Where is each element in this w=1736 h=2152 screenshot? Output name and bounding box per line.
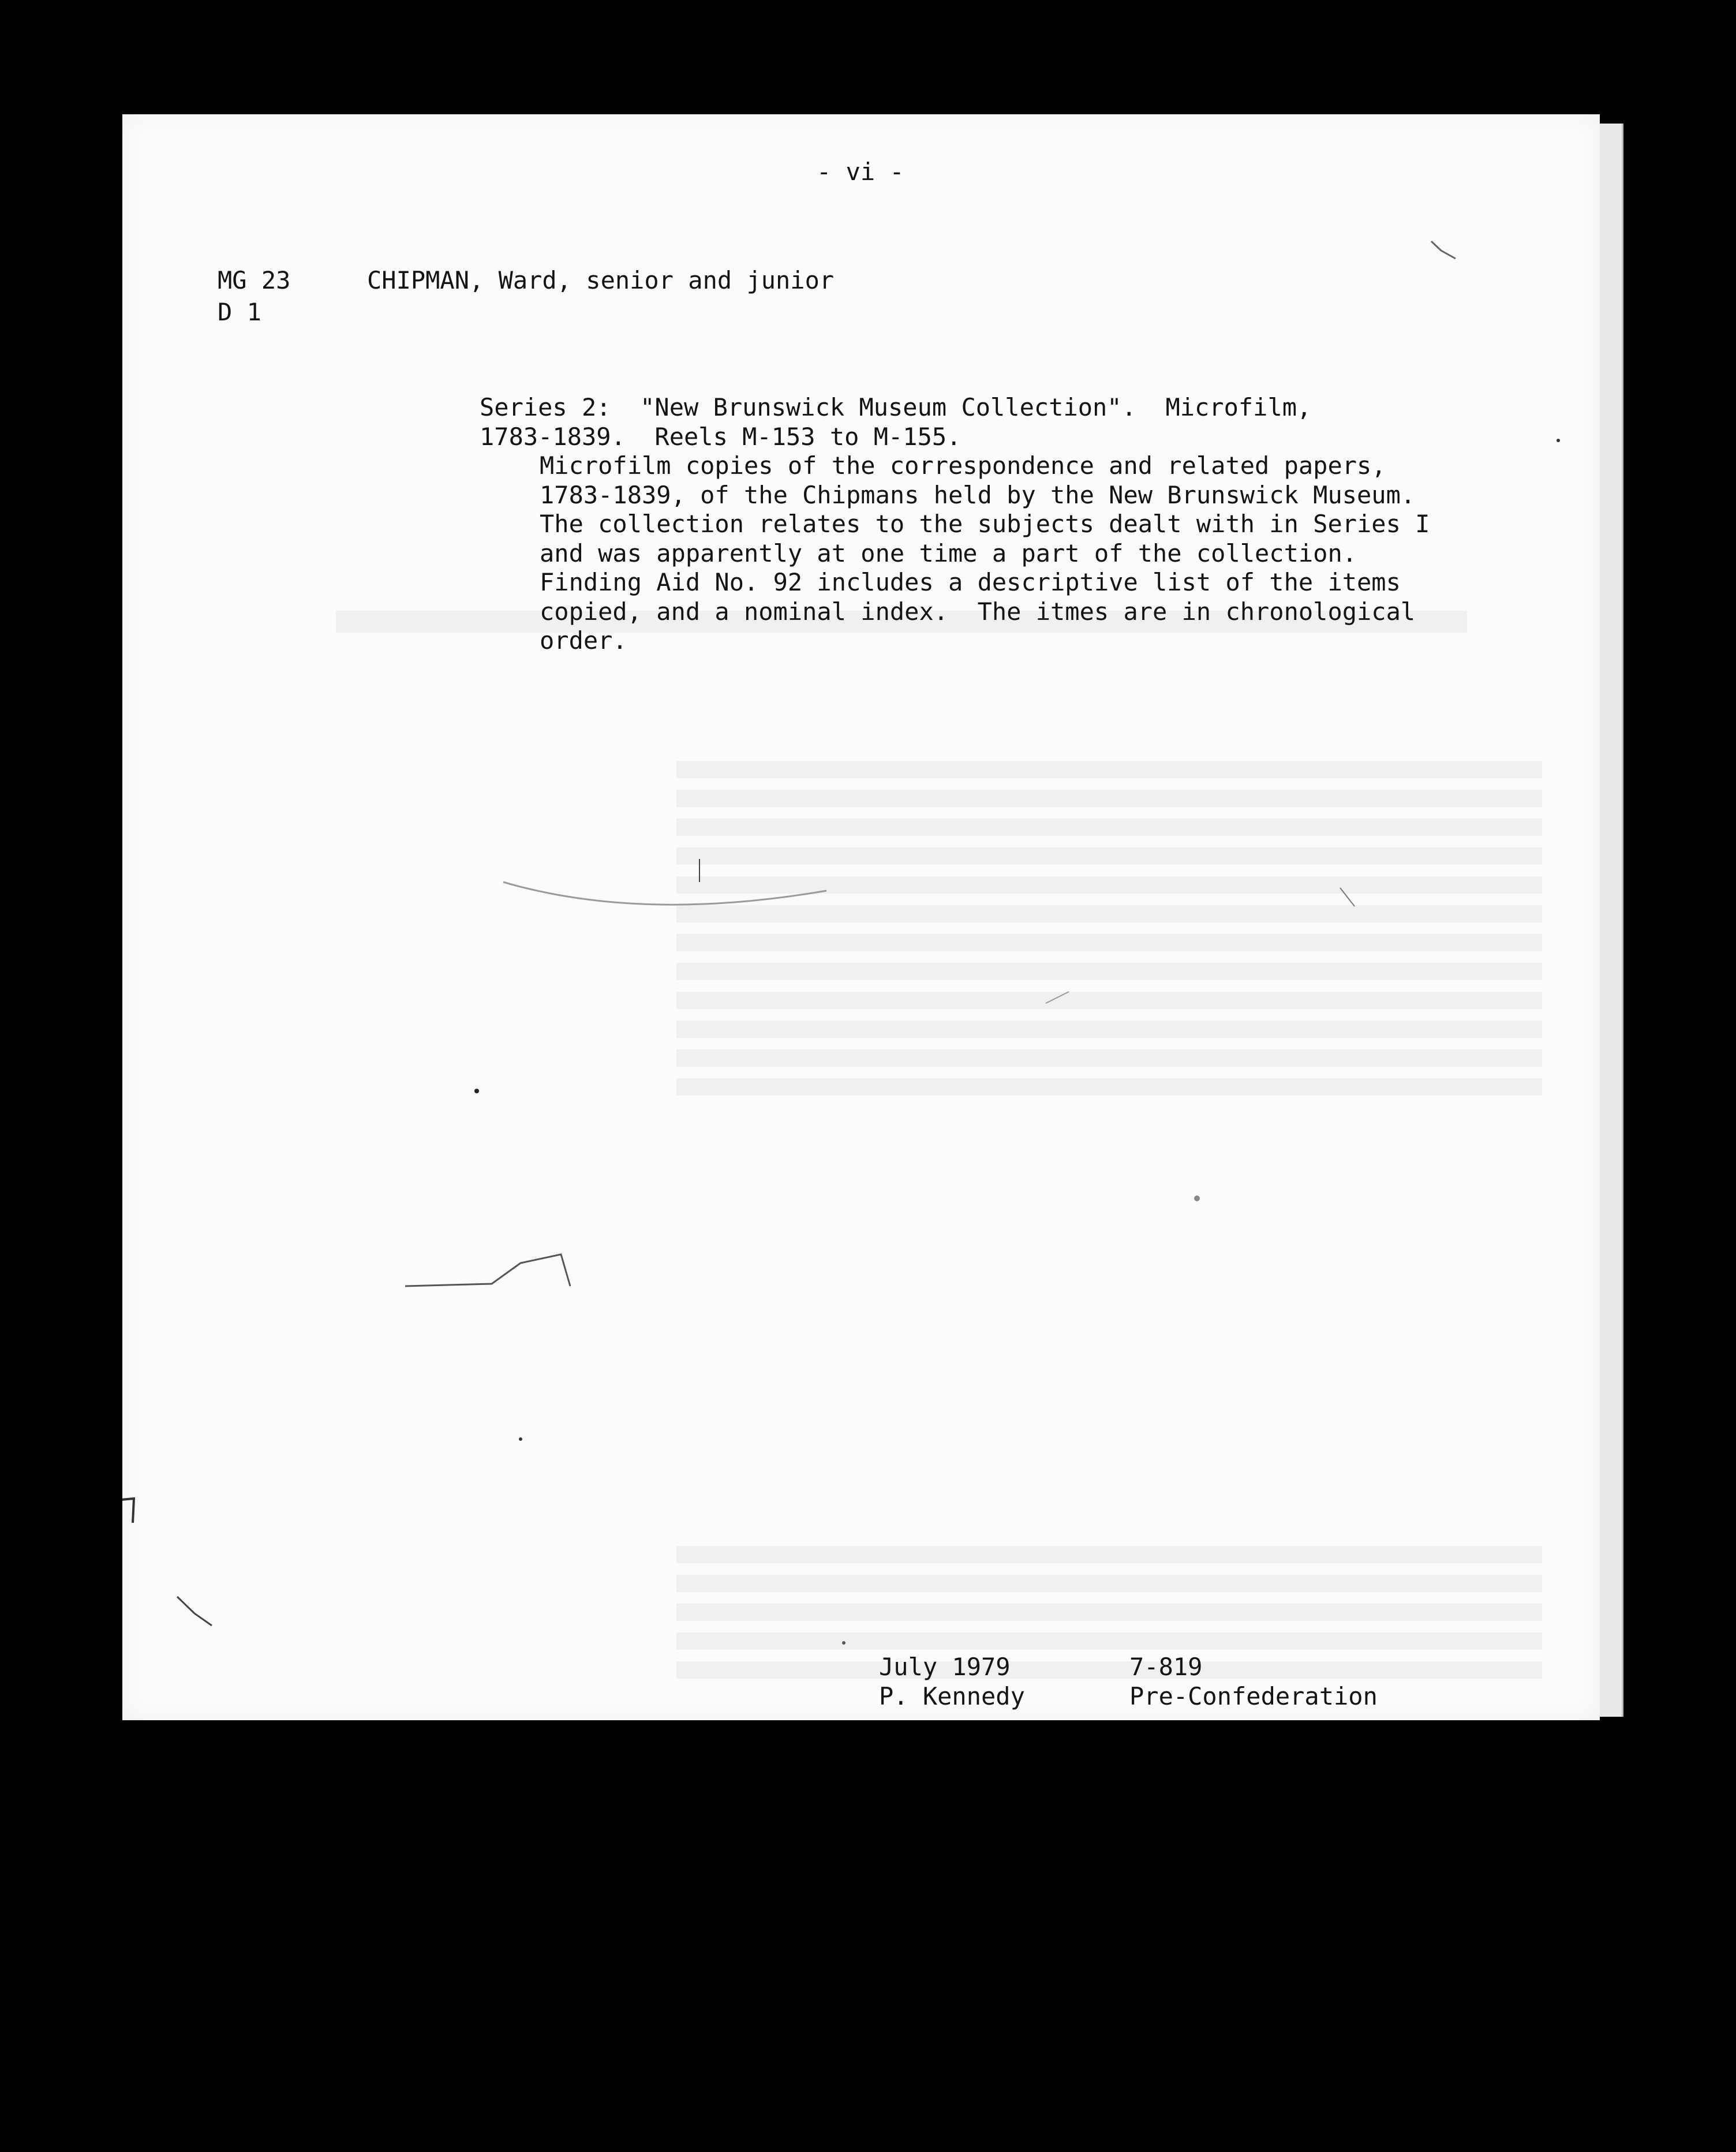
reference-line-1: MG 23 (218, 266, 291, 294)
description-line: order. (540, 626, 627, 655)
footer-date: July 1979 (879, 1653, 1011, 1681)
description-line: 1783-1839, of the Chipmans held by the New Brunswick Museum. (540, 481, 1416, 509)
series-line-1: Series 2: "New Brunswick Museum Collection". Microfilm, (480, 393, 1312, 421)
document-page (122, 114, 1600, 1720)
description-line: and was apparently at one time a part of the collection. (540, 539, 1357, 567)
footer-author: P. Kennedy (879, 1682, 1025, 1710)
page-number: - vi - (817, 158, 904, 186)
scan-artifacts (122, 114, 1600, 1720)
footer-category: Pre-Confederation (1129, 1682, 1378, 1710)
reference-line-2: D 1 (218, 298, 261, 326)
series-line-2: 1783-1839. Reels M-153 to M-155. (480, 423, 961, 451)
description-line: The collection relates to the subjects dealt with in Series I (540, 510, 1430, 538)
description-line: copied, and a nominal index. The itmes are in chronological (540, 597, 1416, 626)
footer-code: 7-819 (1129, 1653, 1203, 1681)
collection-heading: CHIPMAN, Ward, senior and junior (367, 266, 835, 294)
description-line: Finding Aid No. 92 includes a descriptive list of the items (540, 568, 1401, 596)
description-line: Microfilm copies of the correspondence and related papers, (540, 451, 1386, 480)
